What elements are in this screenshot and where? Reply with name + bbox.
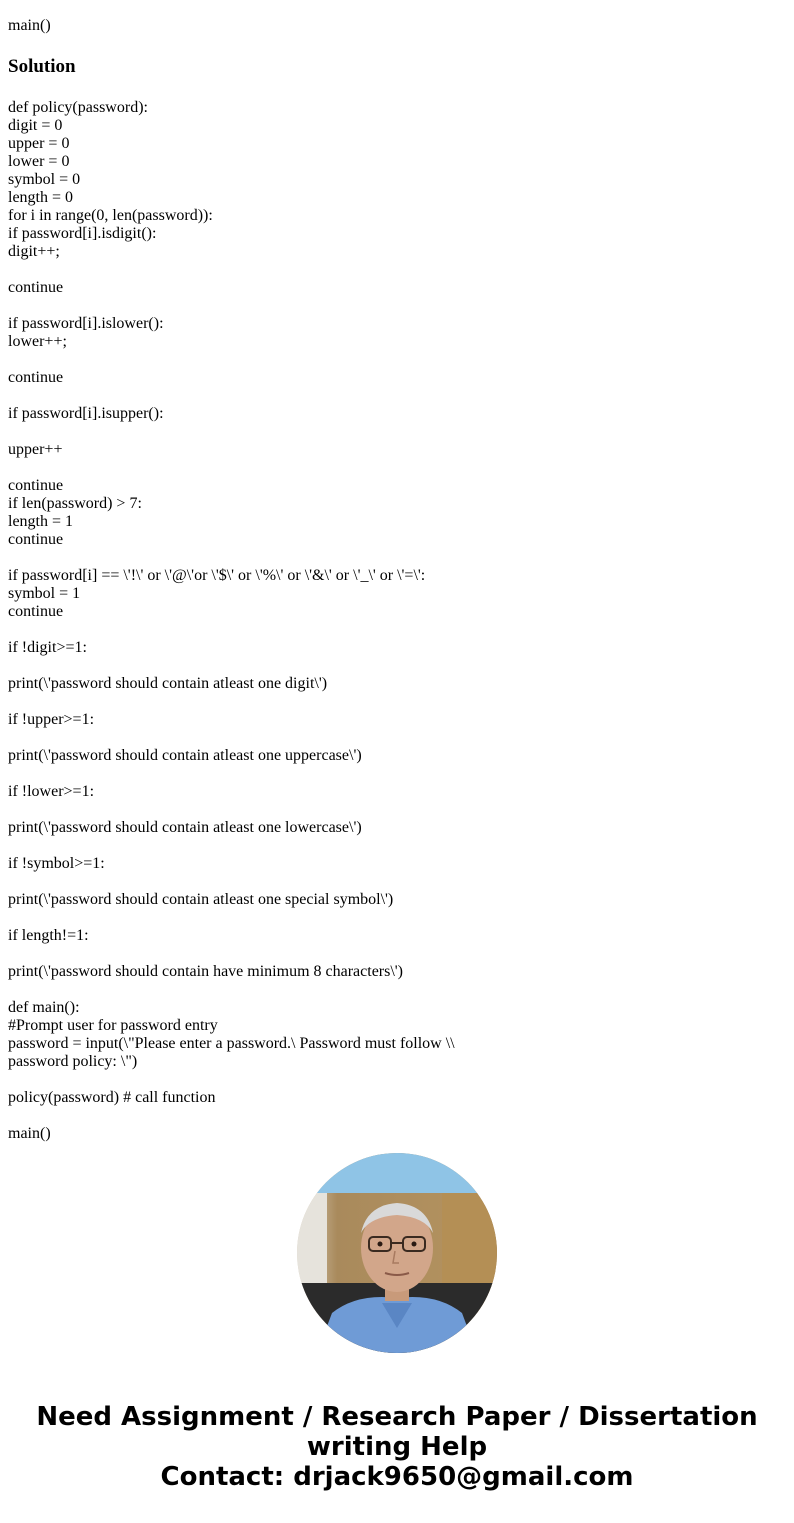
code-line: print(\'password should contain atleast one digit\') <box>8 675 328 692</box>
code-line: if length!=1: <box>8 927 89 944</box>
code-line: digit++; <box>8 243 60 260</box>
code-line: if len(password) > 7: <box>8 495 142 512</box>
code-line: digit = 0 <box>8 117 63 134</box>
solution-heading: Solution <box>8 56 76 77</box>
promo-line-2: writing Help <box>306 1432 488 1462</box>
code-line: def main(): <box>8 999 80 1016</box>
code-line <box>8 909 786 927</box>
code-line <box>8 351 786 369</box>
code-line <box>8 729 786 747</box>
code-line: password = input(\"Please enter a password.\ Password must follow \\ <box>8 1035 455 1052</box>
code-line: continue <box>8 477 64 494</box>
solution-code-block <box>8 99 786 1143</box>
author-photo-icon <box>297 1153 497 1353</box>
code-line <box>8 945 786 963</box>
code-line: symbol = 0 <box>8 171 81 188</box>
code-line: length = 0 <box>8 189 74 206</box>
code-line: if password[i].isdigit(): <box>8 225 157 242</box>
code-line: if password[i].islower(): <box>8 315 164 332</box>
code-line <box>8 693 786 711</box>
code-line: print(\'password should contain atleast one special symbol\') <box>8 891 394 908</box>
author-avatar <box>297 1153 497 1353</box>
code-line: lower++; <box>8 333 67 350</box>
code-line <box>8 387 786 405</box>
code-line: if password[i] == \'!\' or \'@\'or \'$\' or \'%\' or \'&\' or \'_\' or \'=\': <box>8 567 426 584</box>
code-line: if !digit>=1: <box>8 639 87 656</box>
code-line: def policy(password): <box>8 99 148 116</box>
code-line <box>8 873 786 891</box>
code-line: lower = 0 <box>8 153 70 170</box>
promo-contact: Contact: drjack9650@gmail.com <box>160 1462 634 1492</box>
code-line <box>8 1107 786 1125</box>
code-line: policy(password) # call function <box>8 1089 216 1106</box>
code-line <box>8 657 786 675</box>
code-line <box>8 261 786 279</box>
code-line: symbol = 1 <box>8 585 81 602</box>
code-line: continue <box>8 279 64 296</box>
code-line: if !symbol>=1: <box>8 855 105 872</box>
code-line <box>8 981 786 999</box>
code-line <box>8 765 786 783</box>
code-line: password policy: \") <box>8 1053 138 1070</box>
document-body <box>8 0 786 1143</box>
code-line <box>8 423 786 441</box>
code-line <box>8 621 786 639</box>
code-line: continue <box>8 603 64 620</box>
code-line: continue <box>8 531 64 548</box>
code-line <box>8 837 786 855</box>
code-line: if !upper>=1: <box>8 711 95 728</box>
code-line: continue <box>8 369 64 386</box>
main-call-line: main() <box>8 17 51 34</box>
code-line: print(\'password should contain have minimum 8 characters\') <box>8 963 403 980</box>
code-line <box>8 1071 786 1089</box>
code-line: print(\'password should contain atleast one lowercase\') <box>8 819 362 836</box>
code-line: main() <box>8 1125 51 1142</box>
spacer <box>8 1 786 17</box>
code-line <box>8 801 786 819</box>
promo-line-1: Need Assignment / Research Paper / Dissertation <box>36 1402 758 1432</box>
code-line: print(\'password should contain atleast one uppercase\') <box>8 747 362 764</box>
code-line: length = 1 <box>8 513 74 530</box>
code-line: if !lower>=1: <box>8 783 95 800</box>
code-line: upper++ <box>8 441 63 458</box>
code-line: if password[i].isupper(): <box>8 405 164 422</box>
code-line: #Prompt user for password entry <box>8 1017 218 1034</box>
promo-banner <box>0 1402 794 1492</box>
code-line <box>8 297 786 315</box>
code-line: upper = 0 <box>8 135 70 152</box>
code-line <box>8 459 786 477</box>
code-line <box>8 549 786 567</box>
code-line: for i in range(0, len(password)): <box>8 207 213 224</box>
